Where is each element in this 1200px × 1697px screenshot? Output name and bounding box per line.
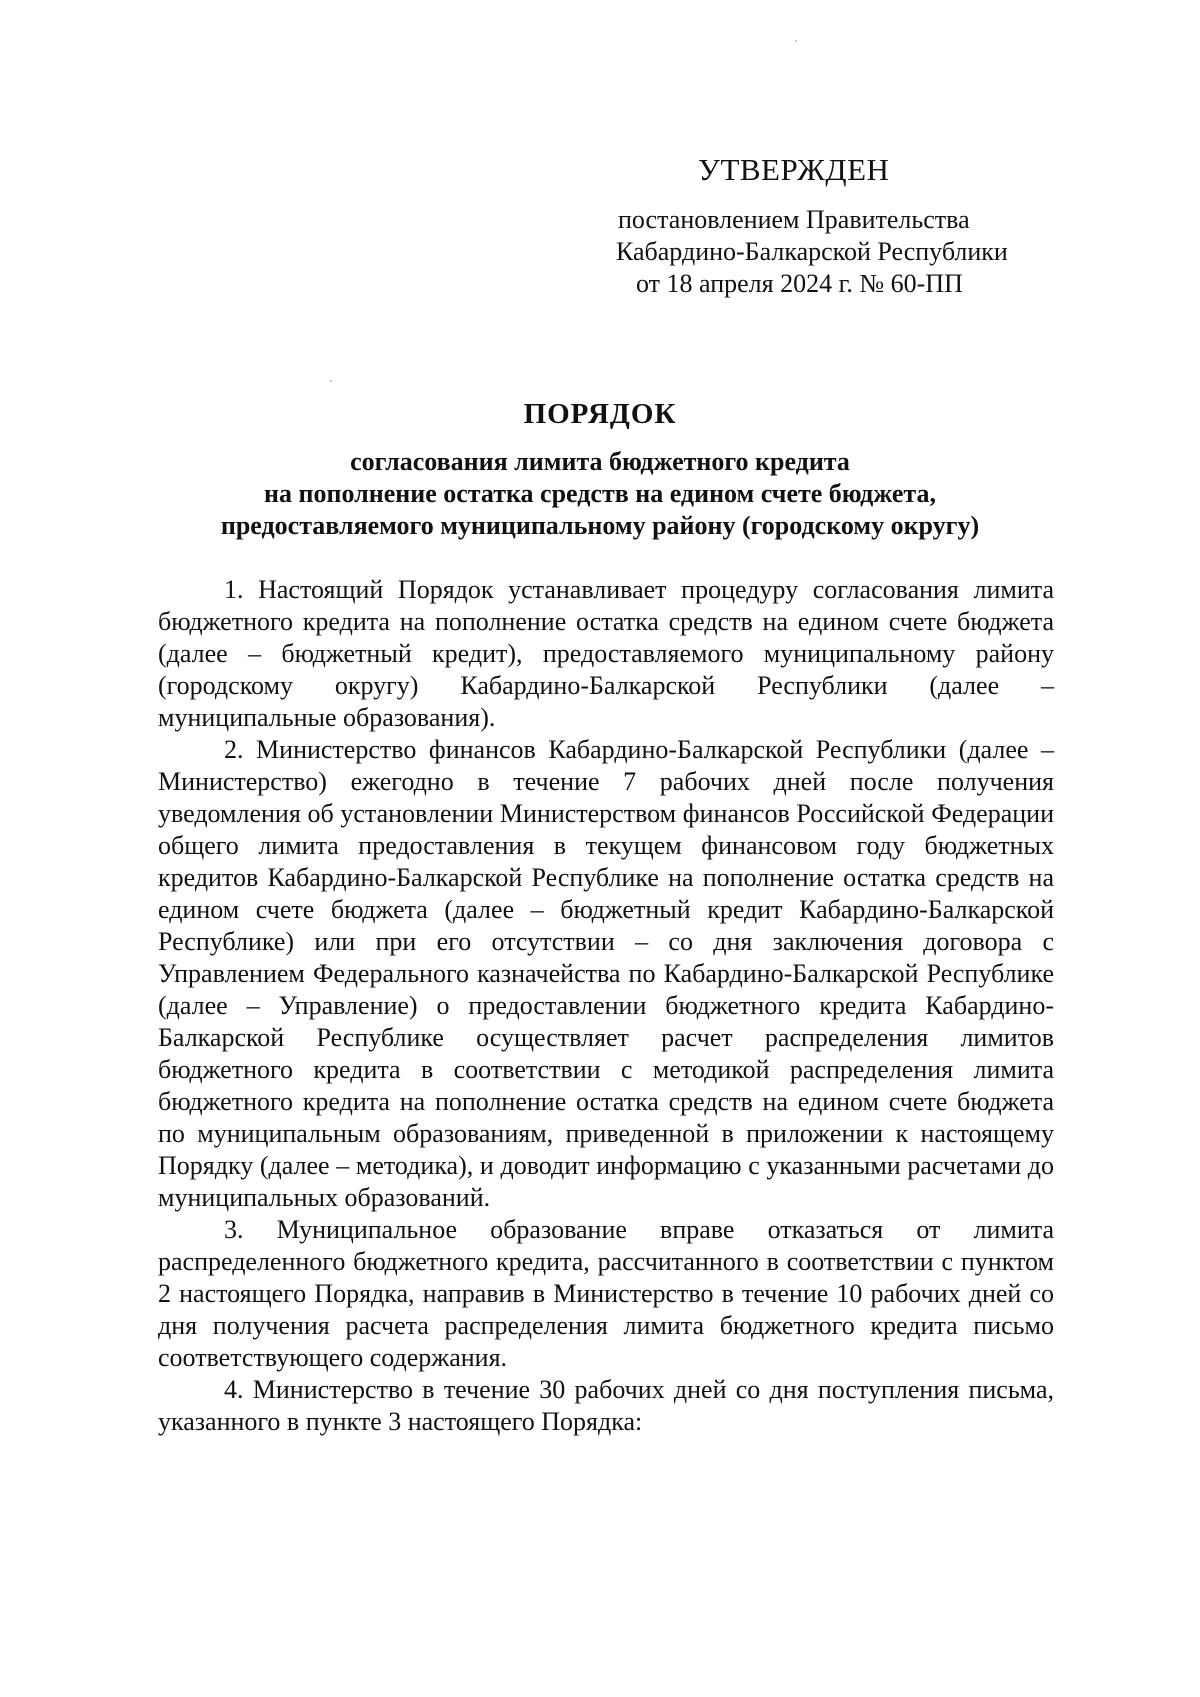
paragraph-3: 3. Муниципальное образование вправе отказаться от лимита распределенного бюджетного кредита, рассчитанного в соответствии с пунктом 2 настоящего Порядка, направив в Министерство в течение 10 рабочих дней со дня получения расчета распределения лимита бюджетного кредита письмо соответствующего содержания.: [158, 1215, 1054, 1372]
subtitle-line-2: на пополнение остатка средств на едином счете бюджета,: [264, 479, 936, 508]
scan-speck: [795, 40, 797, 42]
scan-speck: [330, 380, 332, 382]
document-subtitle: [150, 446, 1050, 542]
document-title: ПОРЯДОК: [523, 398, 677, 430]
subtitle-line-3: предоставляемого муниципальному району (городскому округу): [220, 511, 980, 540]
approval-title: УТВЕРЖДЕН: [698, 152, 890, 187]
approval-stamp-block: [570, 150, 1070, 300]
paragraph-2: 2. Министерство финансов Кабардино-Балкарской Республики (далее – Министерство) ежегодно в течение 7 рабочих дней после получения уведомления об установлении Министерством финансов Российской Федерации общего лимита предоставления в текущем финансовом году бюджетных кредитов Кабардино-Балкарской Республике на пополнение остатка средств на едином счете бюджета (далее – бюджетный кредит Кабардино-Балкарской Республике) или при его отсутствии – со дня заключения договора с Управлением Федерального казначейства по Кабардино-Балкарской Республике (далее – Управление) о предоставлении бюджетного кредита Кабардино-Балкарской Республике осуществляет расчет распределения лимитов бюджетного кредита в соответствии с методикой распределения лимита бюджетного кредита на пополнение остатка средств на едином счете бюджета по муниципальным образованиям, приведенной в приложении к настоящему Порядку (далее – методика), и доводит информацию с указанными расчетами до муниципальных образований.: [158, 735, 1054, 1212]
document-body: [158, 574, 1054, 1438]
approval-line-1: постановлением Правительства: [618, 205, 970, 234]
approval-line-2: Кабардино-Балкарской Республики: [616, 237, 1008, 266]
approval-line-3: от 18 апреля 2024 г. № 60-ПП: [636, 269, 963, 298]
paragraph-1: 1. Настоящий Порядок устанавливает процедуру согласования лимита бюджетного кредита на пополнение остатка средств на едином счете бюджета (далее – бюджетный кредит), предоставляемого муниципальному району (городскому округу) Кабардино-Балкарской Республики (далее – муниципальные образования).: [158, 575, 1054, 732]
paragraph-4: 4. Министерство в течение 30 рабочих дней со дня поступления письма, указанного в пункте 3 настоящего Порядка:: [158, 1375, 1054, 1436]
subtitle-line-1: согласования лимита бюджетного кредита: [350, 447, 850, 476]
